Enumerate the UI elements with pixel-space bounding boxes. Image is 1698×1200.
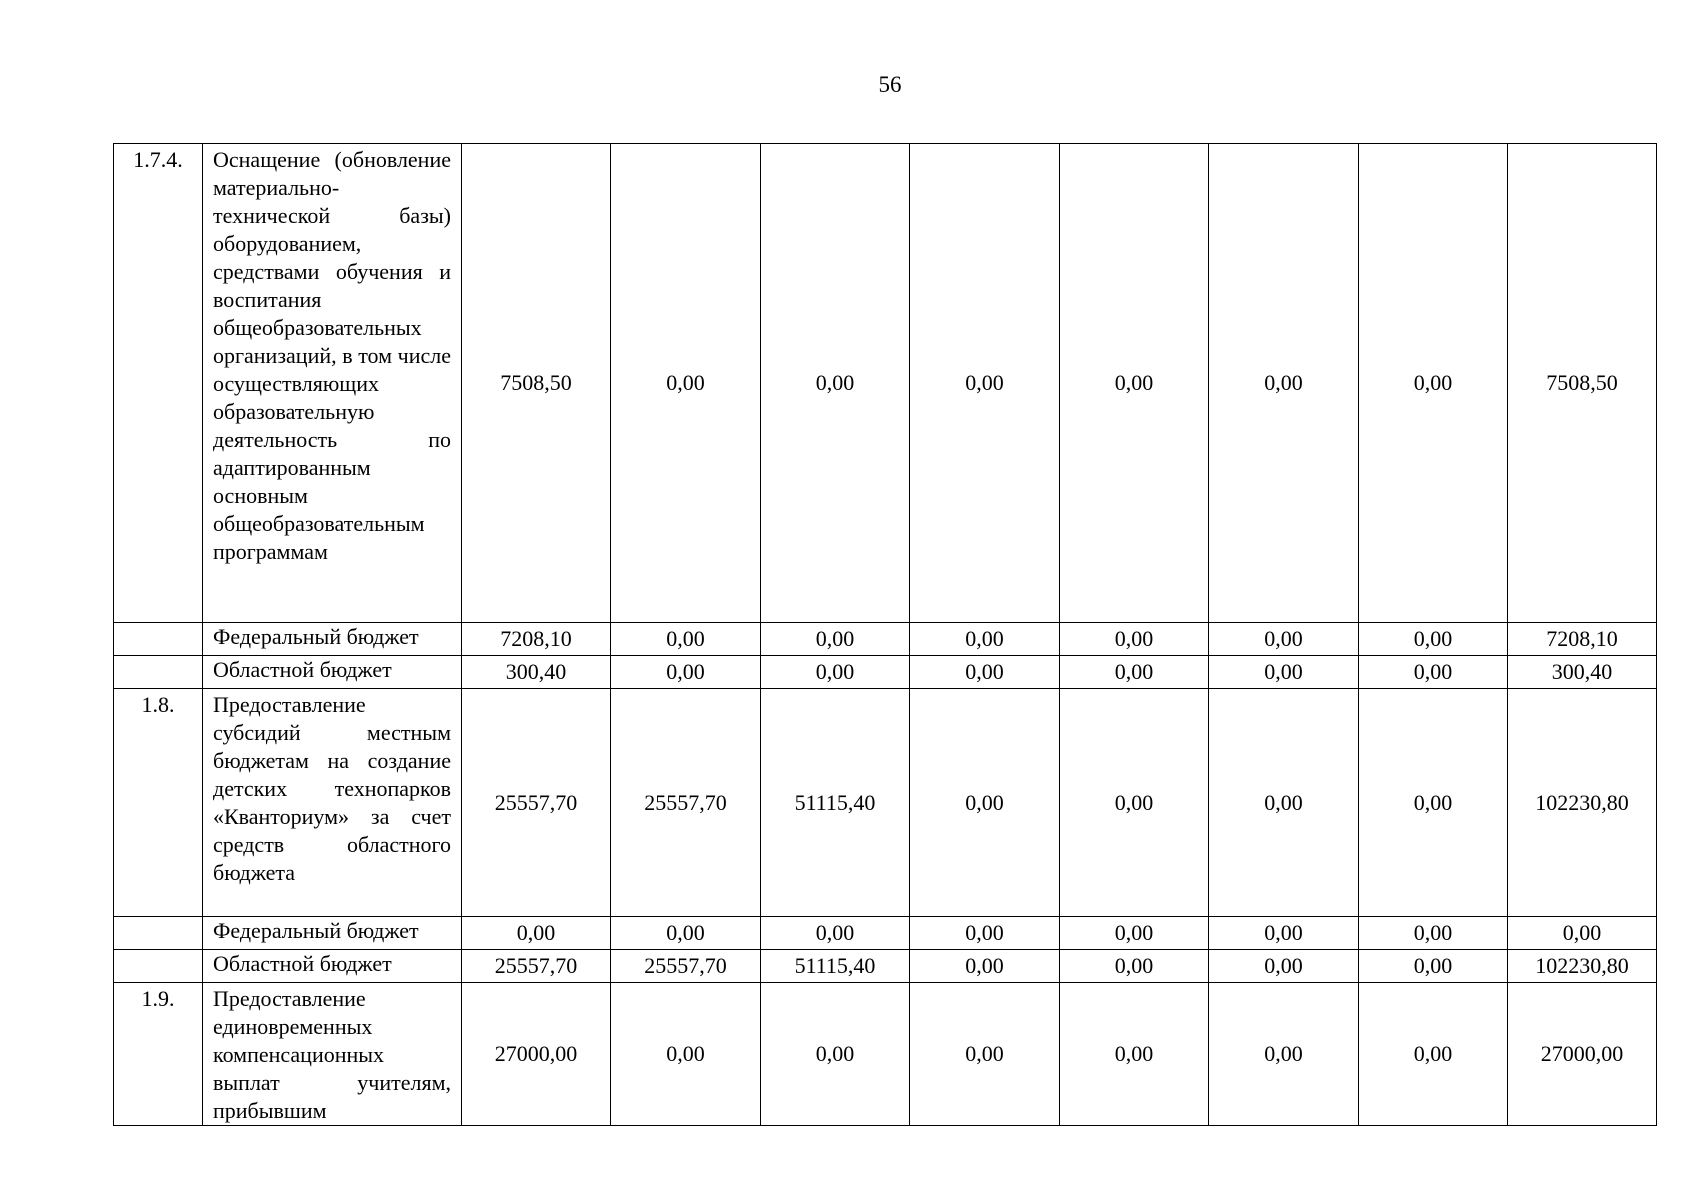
value-cell: 0,00	[1060, 950, 1209, 983]
value-cell: 0,00	[1209, 623, 1359, 656]
page-number: 56	[878, 72, 902, 97]
row-number	[114, 656, 203, 689]
value-cell: 25557,70	[462, 689, 611, 917]
row-number	[114, 950, 203, 983]
value-cell: 0,00	[462, 917, 611, 950]
value-cell: 102230,80	[1508, 689, 1657, 917]
value-cell: 0,00	[611, 144, 761, 623]
value-cell: 0,00	[910, 689, 1060, 917]
value-cell: 0,00	[1209, 950, 1359, 983]
row-description: Предоставление единовременных компенсационных выплат учителям, прибывшим	[203, 983, 462, 1126]
value-cell: 0,00	[611, 623, 761, 656]
value-cell: 25557,70	[462, 950, 611, 983]
value-cell: 7208,10	[462, 623, 611, 656]
row-description: Областной бюджет	[203, 950, 462, 983]
value-cell: 0,00	[761, 983, 910, 1126]
value-cell: 300,40	[462, 656, 611, 689]
value-cell: 0,00	[1359, 950, 1508, 983]
value-cell: 0,00	[761, 623, 910, 656]
value-cell: 7508,50	[1508, 144, 1657, 623]
value-cell: 0,00	[611, 917, 761, 950]
value-cell: 0,00	[1359, 656, 1508, 689]
value-cell: 0,00	[1359, 917, 1508, 950]
value-cell: 0,00	[611, 656, 761, 689]
value-cell: 0,00	[1359, 623, 1508, 656]
value-cell: 0,00	[1060, 144, 1209, 623]
value-cell: 25557,70	[611, 689, 761, 917]
value-cell: 25557,70	[611, 950, 761, 983]
row-description: Оснащение (обновление материально-технической базы) оборудованием, средствами обучения и воспитания общеобразовательных организаций, в том числе осуществляющих образовательную деятельность по адаптированным основным общеобразовательным программам	[203, 144, 462, 623]
row-number: 1.9.	[114, 983, 203, 1126]
value-cell: 0,00	[1060, 689, 1209, 917]
row-number: 1.7.4.	[114, 144, 203, 623]
table-row	[114, 656, 1657, 689]
table-row	[114, 689, 1657, 917]
value-cell: 0,00	[1209, 917, 1359, 950]
value-cell: 7508,50	[462, 144, 611, 623]
value-cell: 102230,80	[1508, 950, 1657, 983]
table-row	[114, 144, 1657, 623]
value-cell: 0,00	[910, 656, 1060, 689]
value-cell: 51115,40	[761, 689, 910, 917]
row-description: Предоставление субсидий местным бюджетам на создание детских технопарков «Кванториум» за счет средств областного бюджета	[203, 689, 462, 917]
row-description: Федеральный бюджет	[203, 623, 462, 656]
value-cell: 0,00	[1359, 689, 1508, 917]
table-row	[114, 983, 1657, 1126]
value-cell: 27000,00	[1508, 983, 1657, 1126]
table-row	[114, 950, 1657, 983]
budget-table	[113, 143, 1657, 1126]
value-cell: 0,00	[910, 983, 1060, 1126]
value-cell: 0,00	[910, 950, 1060, 983]
value-cell: 7208,10	[1508, 623, 1657, 656]
row-number	[114, 623, 203, 656]
value-cell: 0,00	[1209, 689, 1359, 917]
value-cell: 0,00	[1209, 656, 1359, 689]
row-number: 1.8.	[114, 689, 203, 917]
value-cell: 0,00	[1209, 983, 1359, 1126]
row-number	[114, 917, 203, 950]
value-cell: 0,00	[910, 917, 1060, 950]
value-cell: 0,00	[1359, 983, 1508, 1126]
value-cell: 0,00	[1060, 983, 1209, 1126]
value-cell: 0,00	[910, 623, 1060, 656]
value-cell: 0,00	[761, 144, 910, 623]
value-cell: 0,00	[761, 917, 910, 950]
value-cell: 0,00	[1508, 917, 1657, 950]
table-row	[114, 917, 1657, 950]
value-cell: 0,00	[1359, 144, 1508, 623]
value-cell: 51115,40	[761, 950, 910, 983]
row-description: Областной бюджет	[203, 656, 462, 689]
value-cell: 300,40	[1508, 656, 1657, 689]
value-cell: 0,00	[1209, 144, 1359, 623]
value-cell: 0,00	[611, 983, 761, 1126]
value-cell: 0,00	[1060, 656, 1209, 689]
value-cell: 27000,00	[462, 983, 611, 1126]
value-cell: 0,00	[910, 144, 1060, 623]
row-description: Федеральный бюджет	[203, 917, 462, 950]
value-cell: 0,00	[1060, 623, 1209, 656]
table-row	[114, 623, 1657, 656]
value-cell: 0,00	[761, 656, 910, 689]
value-cell: 0,00	[1060, 917, 1209, 950]
